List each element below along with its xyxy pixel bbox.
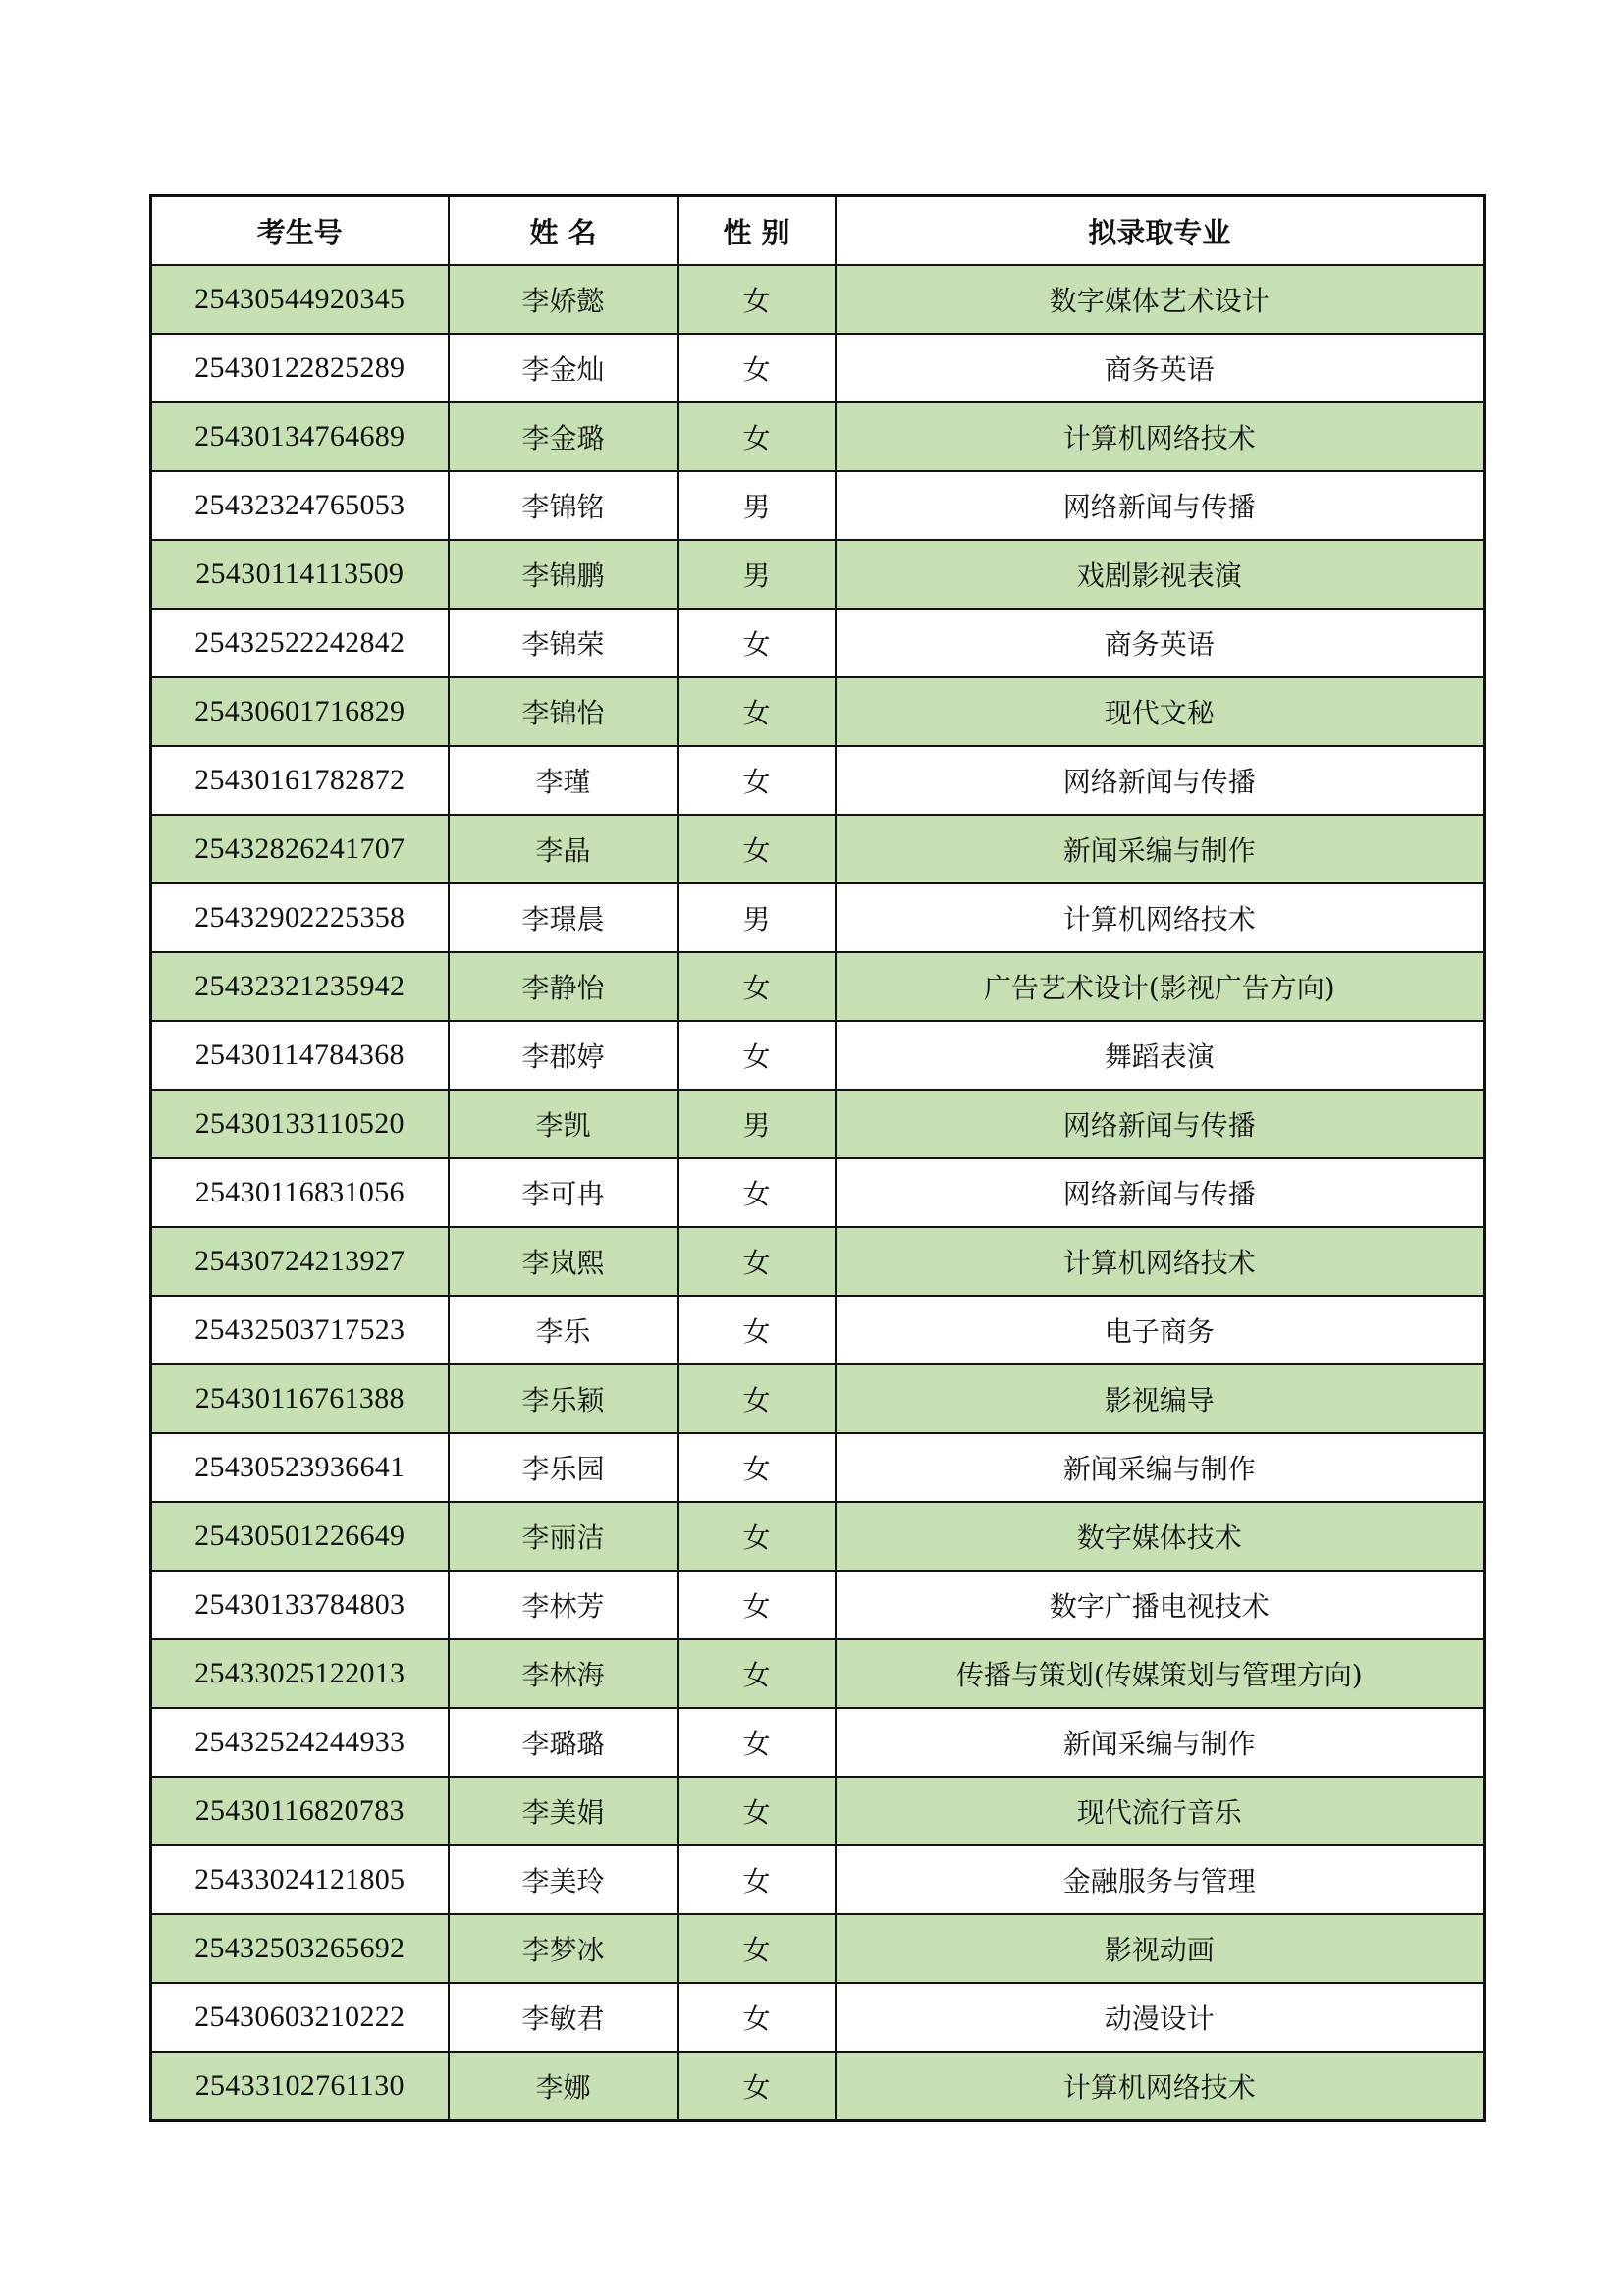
table-row xyxy=(151,609,1485,677)
table-row xyxy=(151,402,1485,471)
cell-exam-id: 25432324765053 xyxy=(151,471,449,540)
cell-exam-id: 25432902225358 xyxy=(151,883,449,952)
cell-exam-id: 25430161782872 xyxy=(151,746,449,815)
table-header-row xyxy=(151,196,1485,266)
cell-name: 李美玲 xyxy=(449,1845,678,1914)
cell-name: 李金灿 xyxy=(449,334,678,402)
cell-name: 李锦鹏 xyxy=(449,540,678,609)
table-row xyxy=(151,677,1485,746)
header-gender: 性 别 xyxy=(678,196,836,266)
table-row xyxy=(151,746,1485,815)
cell-name: 李金璐 xyxy=(449,402,678,471)
cell-major: 商务英语 xyxy=(836,609,1485,677)
cell-major: 网络新闻与传播 xyxy=(836,471,1485,540)
cell-major: 网络新闻与传播 xyxy=(836,1158,1485,1227)
cell-gender: 女 xyxy=(678,1777,836,1845)
cell-name: 李晶 xyxy=(449,815,678,883)
cell-exam-id: 25430122825289 xyxy=(151,334,449,402)
cell-major: 网络新闻与传播 xyxy=(836,1090,1485,1158)
cell-exam-id: 25430724213927 xyxy=(151,1227,449,1296)
cell-name: 李璟晨 xyxy=(449,883,678,952)
cell-major: 网络新闻与传播 xyxy=(836,746,1485,815)
cell-name: 李乐园 xyxy=(449,1433,678,1502)
cell-name: 李瑾 xyxy=(449,746,678,815)
table-row xyxy=(151,1158,1485,1227)
table-row xyxy=(151,1639,1485,1708)
cell-gender: 女 xyxy=(678,1914,836,1983)
table-row xyxy=(151,1983,1485,2052)
table-row xyxy=(151,883,1485,952)
table-row xyxy=(151,2052,1485,2121)
cell-gender: 男 xyxy=(678,1090,836,1158)
cell-major: 影视编导 xyxy=(836,1364,1485,1433)
cell-name: 李乐颖 xyxy=(449,1364,678,1433)
cell-exam-id: 25430134764689 xyxy=(151,402,449,471)
table-row xyxy=(151,334,1485,402)
cell-gender: 女 xyxy=(678,1433,836,1502)
cell-gender: 女 xyxy=(678,265,836,334)
cell-gender: 女 xyxy=(678,1639,836,1708)
cell-gender: 女 xyxy=(678,1983,836,2052)
table-row xyxy=(151,1021,1485,1090)
cell-gender: 女 xyxy=(678,1502,836,1571)
cell-exam-id: 25432826241707 xyxy=(151,815,449,883)
cell-name: 李乐 xyxy=(449,1296,678,1364)
cell-major: 计算机网络技术 xyxy=(836,1227,1485,1296)
header-exam-id: 考生号 xyxy=(151,196,449,266)
cell-exam-id: 25432321235942 xyxy=(151,952,449,1021)
cell-name: 李丽洁 xyxy=(449,1502,678,1571)
admission-table xyxy=(149,194,1486,2122)
cell-gender: 女 xyxy=(678,677,836,746)
cell-gender: 女 xyxy=(678,334,836,402)
cell-exam-id: 25430544920345 xyxy=(151,265,449,334)
cell-exam-id: 25432503265692 xyxy=(151,1914,449,1983)
cell-gender: 女 xyxy=(678,1571,836,1639)
table-row xyxy=(151,1090,1485,1158)
cell-name: 李静怡 xyxy=(449,952,678,1021)
cell-major: 数字广播电视技术 xyxy=(836,1571,1485,1639)
cell-gender: 男 xyxy=(678,883,836,952)
cell-name: 李敏君 xyxy=(449,1983,678,2052)
cell-name: 李林芳 xyxy=(449,1571,678,1639)
table-row xyxy=(151,265,1485,334)
cell-exam-id: 25430133784803 xyxy=(151,1571,449,1639)
cell-name: 李娇懿 xyxy=(449,265,678,334)
cell-name: 李可冉 xyxy=(449,1158,678,1227)
table-row xyxy=(151,1914,1485,1983)
table-row xyxy=(151,540,1485,609)
cell-major: 电子商务 xyxy=(836,1296,1485,1364)
cell-major: 动漫设计 xyxy=(836,1983,1485,2052)
cell-gender: 女 xyxy=(678,1296,836,1364)
cell-gender: 女 xyxy=(678,402,836,471)
cell-gender: 女 xyxy=(678,1158,836,1227)
cell-gender: 女 xyxy=(678,609,836,677)
cell-exam-id: 25430116761388 xyxy=(151,1364,449,1433)
header-major: 拟录取专业 xyxy=(836,196,1485,266)
cell-major: 新闻采编与制作 xyxy=(836,1433,1485,1502)
cell-major: 计算机网络技术 xyxy=(836,402,1485,471)
cell-major: 新闻采编与制作 xyxy=(836,815,1485,883)
table-row xyxy=(151,1845,1485,1914)
cell-name: 李郡婷 xyxy=(449,1021,678,1090)
cell-exam-id: 25432503717523 xyxy=(151,1296,449,1364)
cell-exam-id: 25430114113509 xyxy=(151,540,449,609)
cell-major: 戏剧影视表演 xyxy=(836,540,1485,609)
cell-major: 数字媒体技术 xyxy=(836,1502,1485,1571)
cell-major: 影视动画 xyxy=(836,1914,1485,1983)
cell-gender: 男 xyxy=(678,540,836,609)
cell-exam-id: 25430116831056 xyxy=(151,1158,449,1227)
cell-exam-id: 25433024121805 xyxy=(151,1845,449,1914)
cell-major: 新闻采编与制作 xyxy=(836,1708,1485,1777)
cell-exam-id: 25433025122013 xyxy=(151,1639,449,1708)
table-row xyxy=(151,1296,1485,1364)
cell-major: 金融服务与管理 xyxy=(836,1845,1485,1914)
table-row xyxy=(151,1364,1485,1433)
cell-exam-id: 25432522242842 xyxy=(151,609,449,677)
table-row xyxy=(151,1502,1485,1571)
cell-gender: 女 xyxy=(678,1364,836,1433)
cell-exam-id: 25430523936641 xyxy=(151,1433,449,1502)
table-row xyxy=(151,471,1485,540)
cell-exam-id: 25430601716829 xyxy=(151,677,449,746)
cell-gender: 女 xyxy=(678,746,836,815)
cell-exam-id: 25430116820783 xyxy=(151,1777,449,1845)
table-row xyxy=(151,1433,1485,1502)
cell-name: 李岚熙 xyxy=(449,1227,678,1296)
cell-major: 舞蹈表演 xyxy=(836,1021,1485,1090)
cell-name: 李梦冰 xyxy=(449,1914,678,1983)
cell-name: 李娜 xyxy=(449,2052,678,2121)
cell-major: 现代文秘 xyxy=(836,677,1485,746)
table-row xyxy=(151,1227,1485,1296)
table-row xyxy=(151,1571,1485,1639)
cell-exam-id: 25430501226649 xyxy=(151,1502,449,1571)
cell-name: 李凯 xyxy=(449,1090,678,1158)
cell-major: 数字媒体艺术设计 xyxy=(836,265,1485,334)
cell-major: 计算机网络技术 xyxy=(836,883,1485,952)
table-row xyxy=(151,952,1485,1021)
cell-gender: 男 xyxy=(678,471,836,540)
cell-name: 李锦铭 xyxy=(449,471,678,540)
table-row xyxy=(151,1708,1485,1777)
cell-gender: 女 xyxy=(678,1708,836,1777)
cell-name: 李林海 xyxy=(449,1639,678,1708)
cell-major: 计算机网络技术 xyxy=(836,2052,1485,2121)
cell-major: 商务英语 xyxy=(836,334,1485,402)
cell-exam-id: 25430603210222 xyxy=(151,1983,449,2052)
table-body xyxy=(151,265,1485,2121)
cell-exam-id: 25433102761130 xyxy=(151,2052,449,2121)
cell-name: 李美娟 xyxy=(449,1777,678,1845)
cell-name: 李锦荣 xyxy=(449,609,678,677)
cell-major: 传播与策划(传媒策划与管理方向) xyxy=(836,1639,1485,1708)
table-row xyxy=(151,815,1485,883)
header-name: 姓 名 xyxy=(449,196,678,266)
table-row xyxy=(151,1777,1485,1845)
cell-gender: 女 xyxy=(678,1845,836,1914)
cell-major: 现代流行音乐 xyxy=(836,1777,1485,1845)
cell-gender: 女 xyxy=(678,952,836,1021)
cell-name: 李锦怡 xyxy=(449,677,678,746)
cell-name: 李璐璐 xyxy=(449,1708,678,1777)
cell-exam-id: 25432524244933 xyxy=(151,1708,449,1777)
cell-gender: 女 xyxy=(678,1227,836,1296)
cell-exam-id: 25430114784368 xyxy=(151,1021,449,1090)
cell-gender: 女 xyxy=(678,1021,836,1090)
cell-exam-id: 25430133110520 xyxy=(151,1090,449,1158)
cell-gender: 女 xyxy=(678,815,836,883)
cell-gender: 女 xyxy=(678,2052,836,2121)
cell-major: 广告艺术设计(影视广告方向) xyxy=(836,952,1485,1021)
